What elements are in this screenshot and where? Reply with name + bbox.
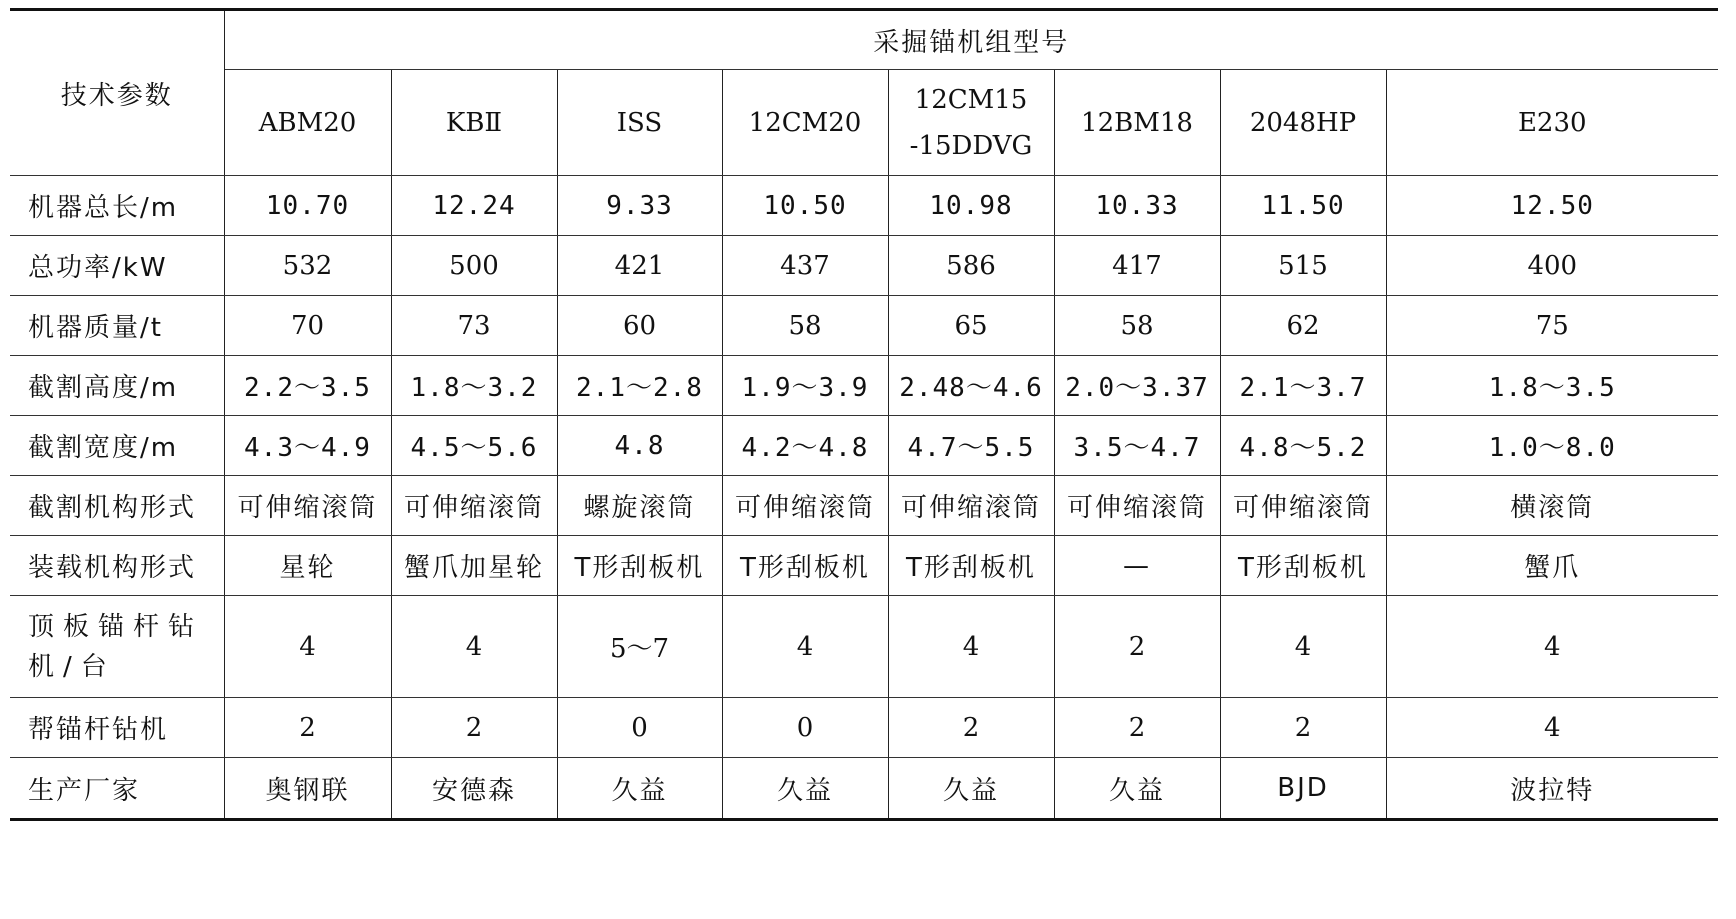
table-cell: 4 [1386,698,1718,758]
table-cell: 2.1～3.7 [1220,356,1386,416]
spec-table-wrapper [10,8,1718,821]
row-label: 截割宽度/m [10,416,224,476]
table-cell: 横滚筒 [1386,476,1718,536]
table-cell: 437 [722,236,888,296]
model-header-cell: KBⅡ [391,70,557,176]
table-cell: 65 [888,296,1054,356]
param-header-cell: 技术参数 [10,10,224,176]
table-cell: T形刮板机 [888,536,1054,596]
table-cell: 可伸缩滚筒 [888,476,1054,536]
row-label: 机器质量/t [10,296,224,356]
table-cell: 58 [1054,296,1220,356]
table-cell: 60 [557,296,722,356]
table-cell: 4 [1220,596,1386,698]
spec-table [10,8,1718,821]
table-cell: 0 [722,698,888,758]
table-cell: 10.70 [224,176,391,236]
header-row-models [10,70,1718,176]
table-cell: 4.3～4.9 [224,416,391,476]
table-cell: 10.50 [722,176,888,236]
table-row [10,236,1718,296]
table-cell: 久益 [888,758,1054,820]
table-cell: 417 [1054,236,1220,296]
table-cell: 2 [391,698,557,758]
table-cell: 可伸缩滚筒 [722,476,888,536]
table-cell: 11.50 [1220,176,1386,236]
table-cell: — [1054,536,1220,596]
table-cell: 4 [224,596,391,698]
table-row [10,596,1718,698]
table-cell: 波拉特 [1386,758,1718,820]
table-cell: 2 [1220,698,1386,758]
table-cell: 1.8～3.2 [391,356,557,416]
table-row [10,296,1718,356]
table-cell: 58 [722,296,888,356]
row-label: 截割高度/m [10,356,224,416]
table-cell: 9.33 [557,176,722,236]
model-header-cell: 12BM18 [1054,70,1220,176]
table-cell: 73 [391,296,557,356]
table-cell: 5～7 [557,596,722,698]
table-cell: 4 [391,596,557,698]
table-cell: 蟹爪 [1386,536,1718,596]
table-cell: 1.0～8.0 [1386,416,1718,476]
table-cell: 4.8 [557,416,722,476]
table-cell: 2 [888,698,1054,758]
table-cell: BJD [1220,758,1386,820]
table-cell: 2.0～3.37 [1054,356,1220,416]
table-cell: 可伸缩滚筒 [1054,476,1220,536]
table-cell: T形刮板机 [1220,536,1386,596]
table-cell: 可伸缩滚筒 [1220,476,1386,536]
table-cell: 星轮 [224,536,391,596]
row-label: 顶板锚杆钻机/台 [10,596,224,698]
table-row [10,758,1718,820]
table-cell: 可伸缩滚筒 [391,476,557,536]
model-header-cell: 12CM20 [722,70,888,176]
table-cell: 0 [557,698,722,758]
table-cell: 12.50 [1386,176,1718,236]
table-cell: 586 [888,236,1054,296]
table-cell: 2 [224,698,391,758]
table-cell: 2.1～2.8 [557,356,722,416]
row-label: 帮锚杆钻机 [10,698,224,758]
row-label: 生产厂家 [10,758,224,820]
row-label: 机器总长/m [10,176,224,236]
table-cell: 75 [1386,296,1718,356]
table-cell: 2.48～4.6 [888,356,1054,416]
table-cell: 久益 [1054,758,1220,820]
model-header-cell: 2048HP [1220,70,1386,176]
table-cell: 久益 [722,758,888,820]
table-cell: 4.8～5.2 [1220,416,1386,476]
table-cell: 4.2～4.8 [722,416,888,476]
table-cell: 螺旋滚筒 [557,476,722,536]
table-row [10,416,1718,476]
table-cell: 400 [1386,236,1718,296]
table-cell: 515 [1220,236,1386,296]
table-cell: 70 [224,296,391,356]
table-row [10,698,1718,758]
table-cell: T形刮板机 [722,536,888,596]
table-cell: 4.7～5.5 [888,416,1054,476]
table-cell: T形刮板机 [557,536,722,596]
table-cell: 奥钢联 [224,758,391,820]
table-cell: 421 [557,236,722,296]
table-cell: 4.5～5.6 [391,416,557,476]
header-row-group [10,10,1718,70]
table-row [10,356,1718,416]
row-label: 截割机构形式 [10,476,224,536]
table-cell: 62 [1220,296,1386,356]
table-cell: 2.2～3.5 [224,356,391,416]
table-cell: 2 [1054,698,1220,758]
table-row [10,536,1718,596]
table-cell: 10.98 [888,176,1054,236]
model-header-cell: ABM20 [224,70,391,176]
table-cell: 4 [1386,596,1718,698]
table-cell: 4 [888,596,1054,698]
table-cell: 4 [722,596,888,698]
table-cell: 安德森 [391,758,557,820]
table-cell: 12.24 [391,176,557,236]
table-cell: 2 [1054,596,1220,698]
table-cell: 久益 [557,758,722,820]
model-group-header: 采掘锚机组型号 [224,10,1718,70]
table-cell: 蟹爪加星轮 [391,536,557,596]
table-cell: 10.33 [1054,176,1220,236]
row-label: 装载机构形式 [10,536,224,596]
table-row [10,176,1718,236]
table-row [10,476,1718,536]
table-cell: 可伸缩滚筒 [224,476,391,536]
model-header-cell: 12CM15 -15DDVG [888,70,1054,176]
table-cell: 1.9～3.9 [722,356,888,416]
table-cell: 3.5～4.7 [1054,416,1220,476]
row-label: 总功率/kW [10,236,224,296]
model-header-cell: E230 [1386,70,1718,176]
table-cell: 500 [391,236,557,296]
table-cell: 532 [224,236,391,296]
model-header-cell: ISS [557,70,722,176]
table-cell: 1.8～3.5 [1386,356,1718,416]
